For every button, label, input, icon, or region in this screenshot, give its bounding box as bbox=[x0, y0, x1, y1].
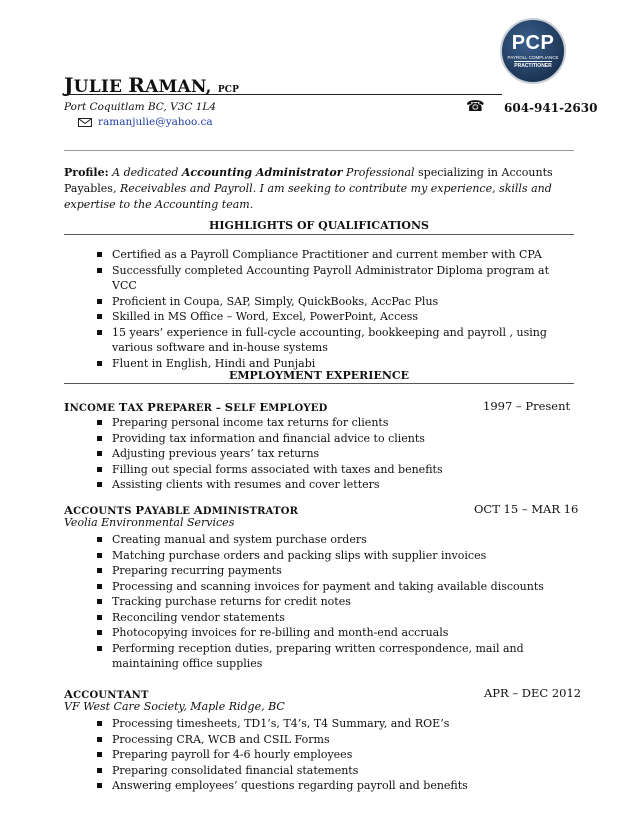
badge-text: PCP bbox=[511, 32, 555, 54]
experience-rule bbox=[64, 383, 574, 384]
job-duties-list bbox=[92, 716, 576, 794]
qualifications-list bbox=[92, 247, 576, 371]
qualifications-rule bbox=[64, 234, 574, 235]
header-divider bbox=[64, 150, 574, 151]
company-name: Veolia Environmental Services bbox=[64, 516, 235, 529]
job-date: 1997 – Present bbox=[483, 399, 571, 413]
envelope-icon bbox=[78, 118, 92, 127]
list-item: Skilled in MS Office – Word, Excel, PowerPoint, Access bbox=[92, 309, 576, 325]
list-item: Tracking purchase returns for credit notes bbox=[92, 594, 576, 610]
job-duties-list bbox=[92, 532, 576, 672]
list-item: Reconciling vendor statements bbox=[92, 610, 576, 626]
list-item: Creating manual and system purchase orders bbox=[92, 532, 576, 548]
job-title: ACCOUNTANT bbox=[64, 687, 149, 701]
phone-number: 604-941-2630 bbox=[504, 101, 598, 115]
profile-paragraph: Profile: A dedicated Accounting Administrator Professional specializing in Accounts Payables, Receivables and Payroll. I am seeking to contribute my experience, skills and expertise to the Accounting team. bbox=[64, 166, 553, 211]
pcp-badge-logo bbox=[500, 18, 566, 84]
list-item: Matching purchase orders and packing slips with supplier invoices bbox=[92, 548, 576, 564]
job-title: ACCOUNTS PAYABLE ADMINISTRATOR bbox=[64, 503, 299, 517]
list-item: Answering employees’ questions regarding payroll and benefits bbox=[92, 778, 576, 794]
email-link[interactable]: ramanjulie@yahoo.ca bbox=[98, 116, 213, 128]
list-item: 15 years’ experience in full-cycle accounting, bookkeeping and payroll , using various software and in-house systems bbox=[92, 325, 576, 356]
list-item: Processing timesheets, TD1’s, T4’s, T4 Summary, and ROE’s bbox=[92, 716, 576, 732]
badge-line2: PRACTITIONER bbox=[514, 63, 552, 69]
list-item: Successfully completed Accounting Payroll Administrator Diploma program at VCC bbox=[92, 263, 576, 294]
resume-name: JULIE RAMAN, PCP bbox=[64, 73, 240, 97]
company-name: VF West Care Society, Maple Ridge, BC bbox=[64, 700, 285, 713]
credential: PCP bbox=[217, 85, 240, 95]
list-item: Providing tax information and financial advice to clients bbox=[92, 431, 576, 447]
list-item: Certified as a Payroll Compliance Practitioner and current member with CPA bbox=[92, 247, 576, 263]
badge-line1: PAYROLL COMPLIANCE bbox=[507, 55, 559, 60]
name-underline bbox=[64, 94, 502, 95]
qualifications-heading: HIGHLIGHTS OF QUALIFICATIONS bbox=[209, 219, 429, 232]
job-title: INCOME TAX PREPARER – SELF EMPLOYED bbox=[64, 400, 328, 414]
phone-icon: ☎ bbox=[466, 97, 485, 115]
list-item: Proficient in Coupa, SAP, Simply, QuickBooks, AccPac Plus bbox=[92, 294, 576, 310]
list-item: Assisting clients with resumes and cover letters bbox=[92, 477, 576, 493]
list-item: Photocopying invoices for re-billing and month-end accruals bbox=[92, 625, 576, 641]
list-item: Processing and scanning invoices for payment and taking available discounts bbox=[92, 579, 576, 595]
job-date: APR – DEC 2012 bbox=[484, 686, 582, 700]
list-item: Preparing consolidated financial statements bbox=[92, 763, 576, 779]
list-item: Preparing personal income tax returns for clients bbox=[92, 415, 576, 431]
job-duties-list bbox=[92, 415, 576, 493]
address: Port Coquitlam BC, V3C 1L4 bbox=[64, 101, 217, 113]
list-item: Processing CRA, WCB and CSIL Forms bbox=[92, 732, 576, 748]
list-item: Filling out special forms associated with taxes and benefits bbox=[92, 462, 576, 478]
list-item: Preparing payroll for 4-6 hourly employees bbox=[92, 747, 576, 763]
list-item: Performing reception duties, preparing written correspondence, mail and maintaining office supplies bbox=[92, 641, 576, 672]
list-item: Fluent in English, Hindi and Punjabi bbox=[92, 356, 576, 372]
list-item: Preparing recurring payments bbox=[92, 563, 576, 579]
list-item: Adjusting previous years’ tax returns bbox=[92, 446, 576, 462]
job-date: OCT 15 – MAR 16 bbox=[474, 502, 579, 516]
experience-heading: EMPLOYMENT EXPERIENCE bbox=[228, 369, 410, 382]
